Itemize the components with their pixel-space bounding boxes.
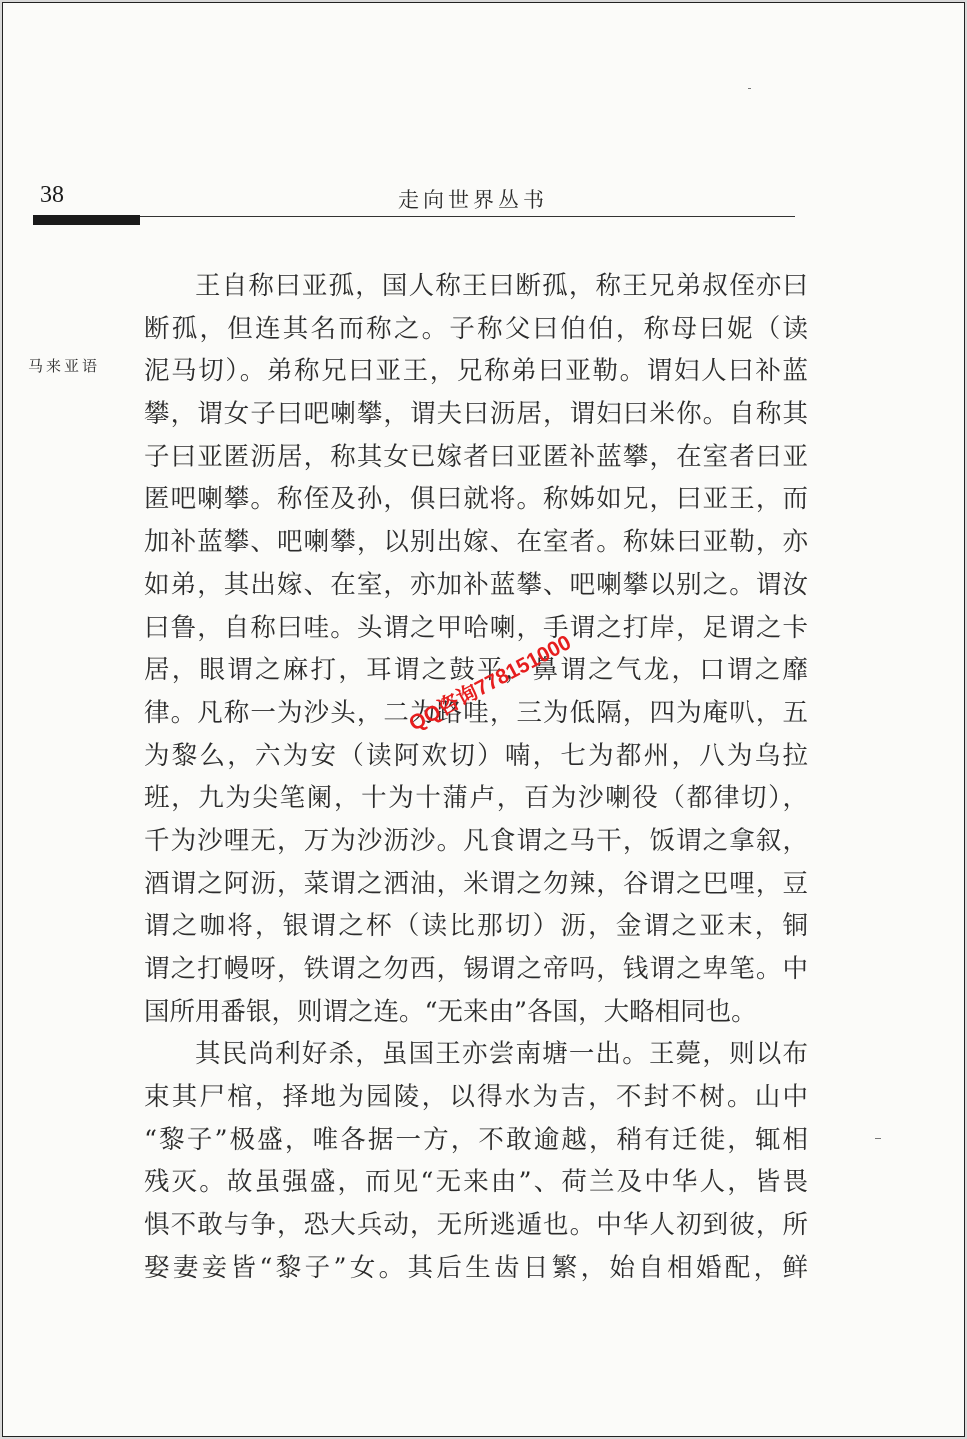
page-number: 38 (40, 182, 64, 208)
margin-note: 马来亚语 (28, 357, 101, 375)
text-line: 千为沙哩无，万为沙沥沙。凡食谓之马干，饭谓之拿叙， (144, 825, 808, 856)
header-rule-thin (140, 216, 795, 217)
text-line: 其民尚利好杀，虽国王亦尝南塘一出。王薨，则以布 (195, 1039, 808, 1070)
text-line: 娶妻妾皆“黎子”女。其后生齿日繁，始自相婚配，鲜 (144, 1252, 808, 1283)
text-line: 匿吧喇攀。称侄及孙，俱曰就将。称姊如兄，曰亚王，而 (144, 484, 808, 515)
text-line: 曰鲁，自称曰哇。头谓之甲哈喇，手谓之打岸，足谓之卡 (144, 612, 808, 643)
text-line: 谓之咖将，银谓之杯（读比那切）沥，金谓之亚末，铜 (144, 911, 808, 942)
text-line: 泥马切）。弟称兄曰亚王，兄称弟曰亚勒。谓妇人曰补蓝 (144, 356, 808, 387)
text-line: 加补蓝攀、吧喇攀，以别出嫁、在室者。称妹曰亚勒，亦 (144, 527, 808, 558)
text-line: 谓之打幔呀，铁谓之勿西，锡谓之帝吗，钱谓之卑笔。中 (144, 954, 808, 984)
text-line: 断孤，但连其名而称之。子称父曰伯伯，称母曰妮（读 (144, 313, 808, 344)
text-line: 束其尸棺，择地为园陵，以得水为吉，不封不树。山中 (144, 1082, 808, 1113)
text-line: 子曰亚匿沥居，称其女已嫁者曰亚匿补蓝攀，在室者曰亚 (144, 441, 808, 472)
watermark-stamp: QQ咨询778151000 (405, 631, 575, 736)
text-line: 如弟，其出嫁、在室，亦加补蓝攀、吧喇攀以别之。谓汝 (144, 569, 808, 600)
body-text (144, 265, 808, 1290)
book-page (2, 2, 965, 1437)
text-line: 律。凡称一为沙头，二为路哇，三为低隔，四为庵叭，五 (144, 697, 808, 728)
text-line: 班，九为尖笔阑，十为十蒲卢，百为沙喇役（都律切）， (144, 783, 808, 814)
text-line: 攀，谓女子曰吧喇攀，谓夫曰沥居，谓妇曰米你。自称其 (144, 399, 808, 430)
header-rule-thick (33, 215, 140, 225)
text-line: 国所用番银，则谓之连。“无来由”各国，大略相同也。 (144, 996, 757, 1027)
text-line: 为黎么，六为安（读阿欢切）喃，七为都州，八为乌拉 (144, 740, 808, 771)
text-line: 王自称曰亚孤，国人称王曰断孤，称王兄弟叔侄亦曰 (195, 271, 808, 301)
text-line: 惧不敢与争，恐大兵动，无所逃遁也。中华人初到彼，所 (144, 1210, 808, 1241)
text-line: 居，眼谓之麻打，耳谓之鼓平，鼻谓之气龙，口谓之靡 (144, 655, 808, 686)
text-line: 酒谓之阿沥，菜谓之洒油，米谓之勿辣，谷谓之巴哩，豆 (144, 868, 808, 899)
text-line: “黎子”极盛，唯各据一方，不敢逾越，稍有迁徙，辄相 (144, 1124, 808, 1155)
running-head: 走向世界丛书 (398, 188, 548, 212)
scan-speck (748, 88, 751, 89)
text-line: 残灭。故虽强盛，而见“无来由”、荷兰及中华人，皆畏 (144, 1167, 808, 1198)
scan-speck (875, 1138, 881, 1139)
